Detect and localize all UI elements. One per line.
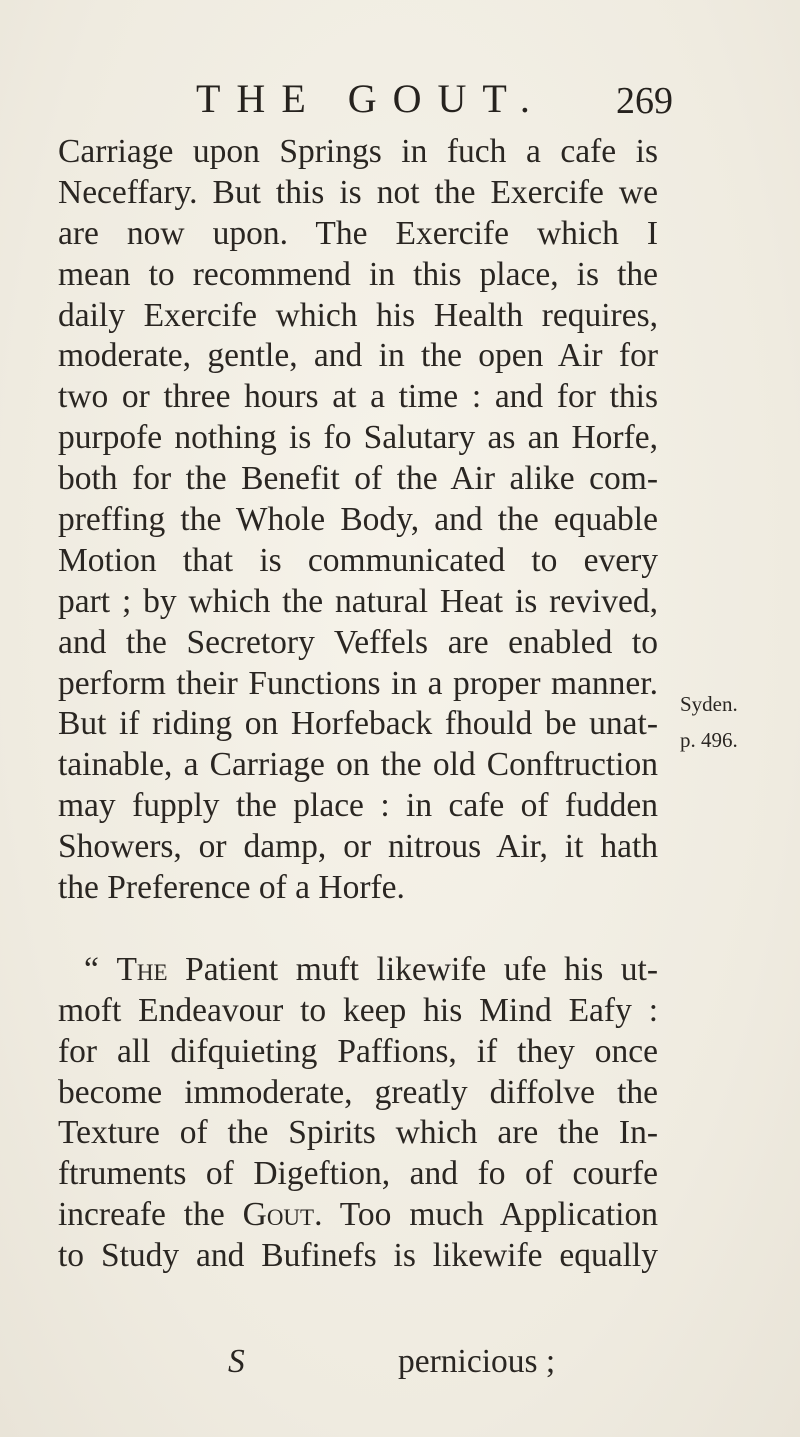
text-line: tainable, a Carriage on the old Conftruction (58, 746, 658, 784)
text-line: for all difquieting Paffions, if they once (58, 1032, 658, 1070)
text-line: Neceffary. But this is not the Exercife we (58, 173, 658, 211)
small-caps-word: The (116, 950, 168, 988)
margin-note (680, 686, 790, 758)
text-line: part ; by which the natural Heat is revived, (58, 582, 658, 620)
signature-mark: S (228, 1343, 245, 1380)
text-line: moft Endeavour to keep his Mind Eafy : (58, 991, 658, 1029)
text-line: preffing the Whole Body, and the equable (58, 501, 658, 539)
text-line: may fupply the place : in cafe of fudden (58, 787, 658, 825)
text-line: Texture of the Spirits which are the In- (58, 1114, 658, 1152)
text-line: mean to recommend in this place, is the (58, 255, 658, 293)
text-line: perform their Functions in a proper manner. (58, 664, 658, 702)
text-line: become immoderate, greatly diffolve the (58, 1073, 658, 1111)
text-line: the Preference of a Horfe. (58, 869, 405, 907)
text-line: ftruments of Digeftion, and fo of courfe (58, 1155, 658, 1193)
text-line: and the Secretory Veffels are enabled to (58, 623, 658, 661)
margin-note-author: Syden. (680, 692, 738, 716)
text-line (58, 1195, 658, 1236)
text-span: increafe the (58, 1196, 243, 1234)
text-line: Showers, or damp, or nitrous Air, it hath (58, 828, 658, 866)
paragraph-opening-line (58, 950, 658, 991)
text-line: two or three hours at a time : and for this (58, 378, 658, 416)
small-caps-word: Gout (242, 1196, 315, 1234)
text-line: Carriage upon Springs in fuch a cafe is (58, 133, 658, 170)
catch-line (58, 1342, 658, 1382)
text-line: both for the Benefit of the Air alike com- (58, 460, 658, 498)
text-line: are now upon. The Exercife which I (58, 214, 658, 252)
text-line: Motion that is communicated to every (58, 541, 658, 579)
margin-note-page-ref: p. 496. (680, 728, 738, 752)
catchword: pernicious ; (398, 1343, 556, 1380)
text-span: . Too much Application (314, 1196, 658, 1234)
page-number: 269 (616, 80, 673, 122)
body-text (58, 132, 658, 1277)
text-line: purpofe nothing is fo Salutary as an Horfe, (58, 419, 658, 457)
text-line: to Study and Bufinefs is likewife equally (58, 1237, 658, 1275)
text-line: But if riding on Horfeback fhould be unat- (58, 705, 658, 743)
text-line: daily Exercife which his Health requires, (58, 296, 658, 334)
text-line: moderate, gentle, and in the open Air for (58, 337, 658, 375)
text-span: Patient muft likewife ufe his ut- (167, 950, 659, 988)
open-quote: “ (84, 950, 99, 988)
running-title: THE GOUT. (196, 76, 546, 121)
running-head (0, 74, 800, 124)
